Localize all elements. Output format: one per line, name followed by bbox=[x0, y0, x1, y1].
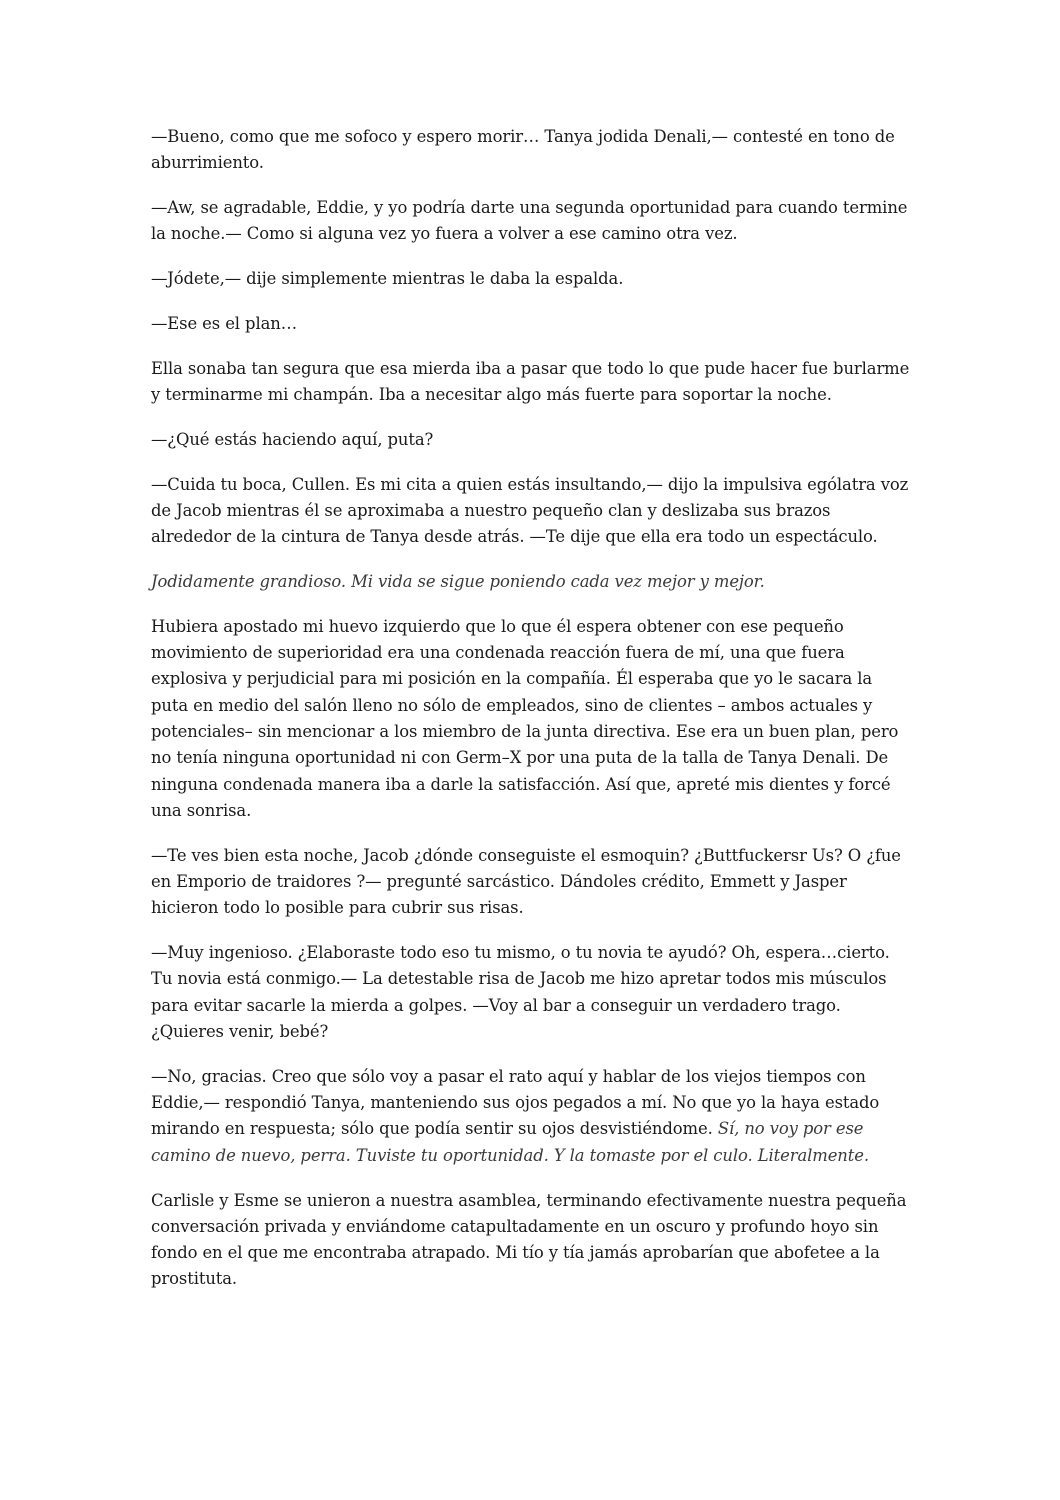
paragraph-12-italic-tail: Sí, no voy por ese camino de nuevo, perra. Tuviste tu oportunidad. Y la tomaste por el culo. Literalmente. bbox=[151, 1119, 869, 1165]
paragraph-7: —Cuida tu boca, Cullen. Es mi cita a quien estás insultando,— dijo la impulsiva ególatra voz de Jacob mientras él se aproximaba a nuestro pequeño clan y deslizaba sus brazos alrededor de la cintura de Tanya desde atrás. —Te dije que ella era todo un espectáculo. bbox=[151, 474, 909, 547]
document-page bbox=[151, 124, 911, 1311]
paragraph-6: —¿Qué estás haciendo aquí, puta? bbox=[151, 429, 434, 449]
paragraph-13: Carlisle y Esme se unieron a nuestra asamblea, terminando efectivamente nuestra pequeña conversación privada y enviándome catapultadamente en un oscuro y profundo hoyo sin fondo en el que me encontraba atrapado. Mi tío y tía jamás aprobarían que abofetee a la prostituta. bbox=[151, 1190, 907, 1289]
paragraph-11: —Muy ingenioso. ¿Elaboraste todo eso tu mismo, o tu novia te ayudó? Oh, espera…cierto. Tu novia está conmigo.— La detestable risa de Jacob me hizo apretar todos mis músculos para evitar sacarle la mierda a golpes. —Voy al bar a conseguir un verdadero trago. ¿Quieres venir, bebé? bbox=[151, 943, 890, 1042]
paragraph-1: —Bueno, como que me sofoco y espero morir… Tanya jodida Denali,— contesté en tono de aburrimiento. bbox=[151, 127, 895, 173]
paragraph-4: —Ese es el plan… bbox=[151, 313, 298, 333]
paragraph-5: Ella sonaba tan segura que esa mierda iba a pasar que todo lo que pude hacer fue burlarme y terminarme mi champán. Iba a necesitar algo más fuerte para soportar la noche. bbox=[151, 358, 910, 405]
paragraph-9: Hubiera apostado mi huevo izquierdo que lo que él espera obtener con ese pequeño movimiento de superioridad era una condenada reacción fuera de mí, una que fuera explosiva y perjudicial para mi posición en la compañía. Él esperaba que yo le sacara la puta en medio del salón lleno no sólo de empleados, sino de clientes – ambos actuales y potenciales– sin mencionar a los miembro de la junta directiva. Ese era un buen plan, pero no tenía ninguna oportunidad ni con Germ–X por una puta de la talla de Tanya Denali. De ninguna condenada manera iba a darle la satisfacción. Así que, apreté mis dientes y forcé una sonrisa. bbox=[151, 616, 899, 820]
paragraph-12-text: —No, gracias. Creo que sólo voy a pasar el rato aquí y hablar de los viejos tiempos con Eddie,— respondió Tanya, manteniendo sus ojos pegados a mí. No que yo la haya estado mirando en respuesta; sólo que podía sentir su ojos desvistiéndome. bbox=[151, 1066, 880, 1139]
paragraph-8-italic: Jodidamente grandioso. Mi vida se sigue poniendo cada vez mejor y mejor. bbox=[151, 572, 765, 592]
paragraph-10: —Te ves bien esta noche, Jacob ¿dónde conseguiste el esmoquin? ¿Buttfuckersr Us? O ¿fue en Emporio de traidores ?— pregunté sarcástico. Dándoles crédito, Emmett y Jasper hicieron todo lo posible para cubrir sus risas. bbox=[151, 845, 901, 918]
paragraph-3: —Jódete,— dije simplemente mientras le daba la espalda. bbox=[151, 269, 624, 289]
paragraph-2: —Aw, se agradable, Eddie, y yo podría darte una segunda oportunidad para cuando termine la noche.— Como si alguna vez yo fuera a volver a ese camino otra vez. bbox=[151, 198, 908, 244]
paragraph-12 bbox=[151, 1064, 911, 1169]
